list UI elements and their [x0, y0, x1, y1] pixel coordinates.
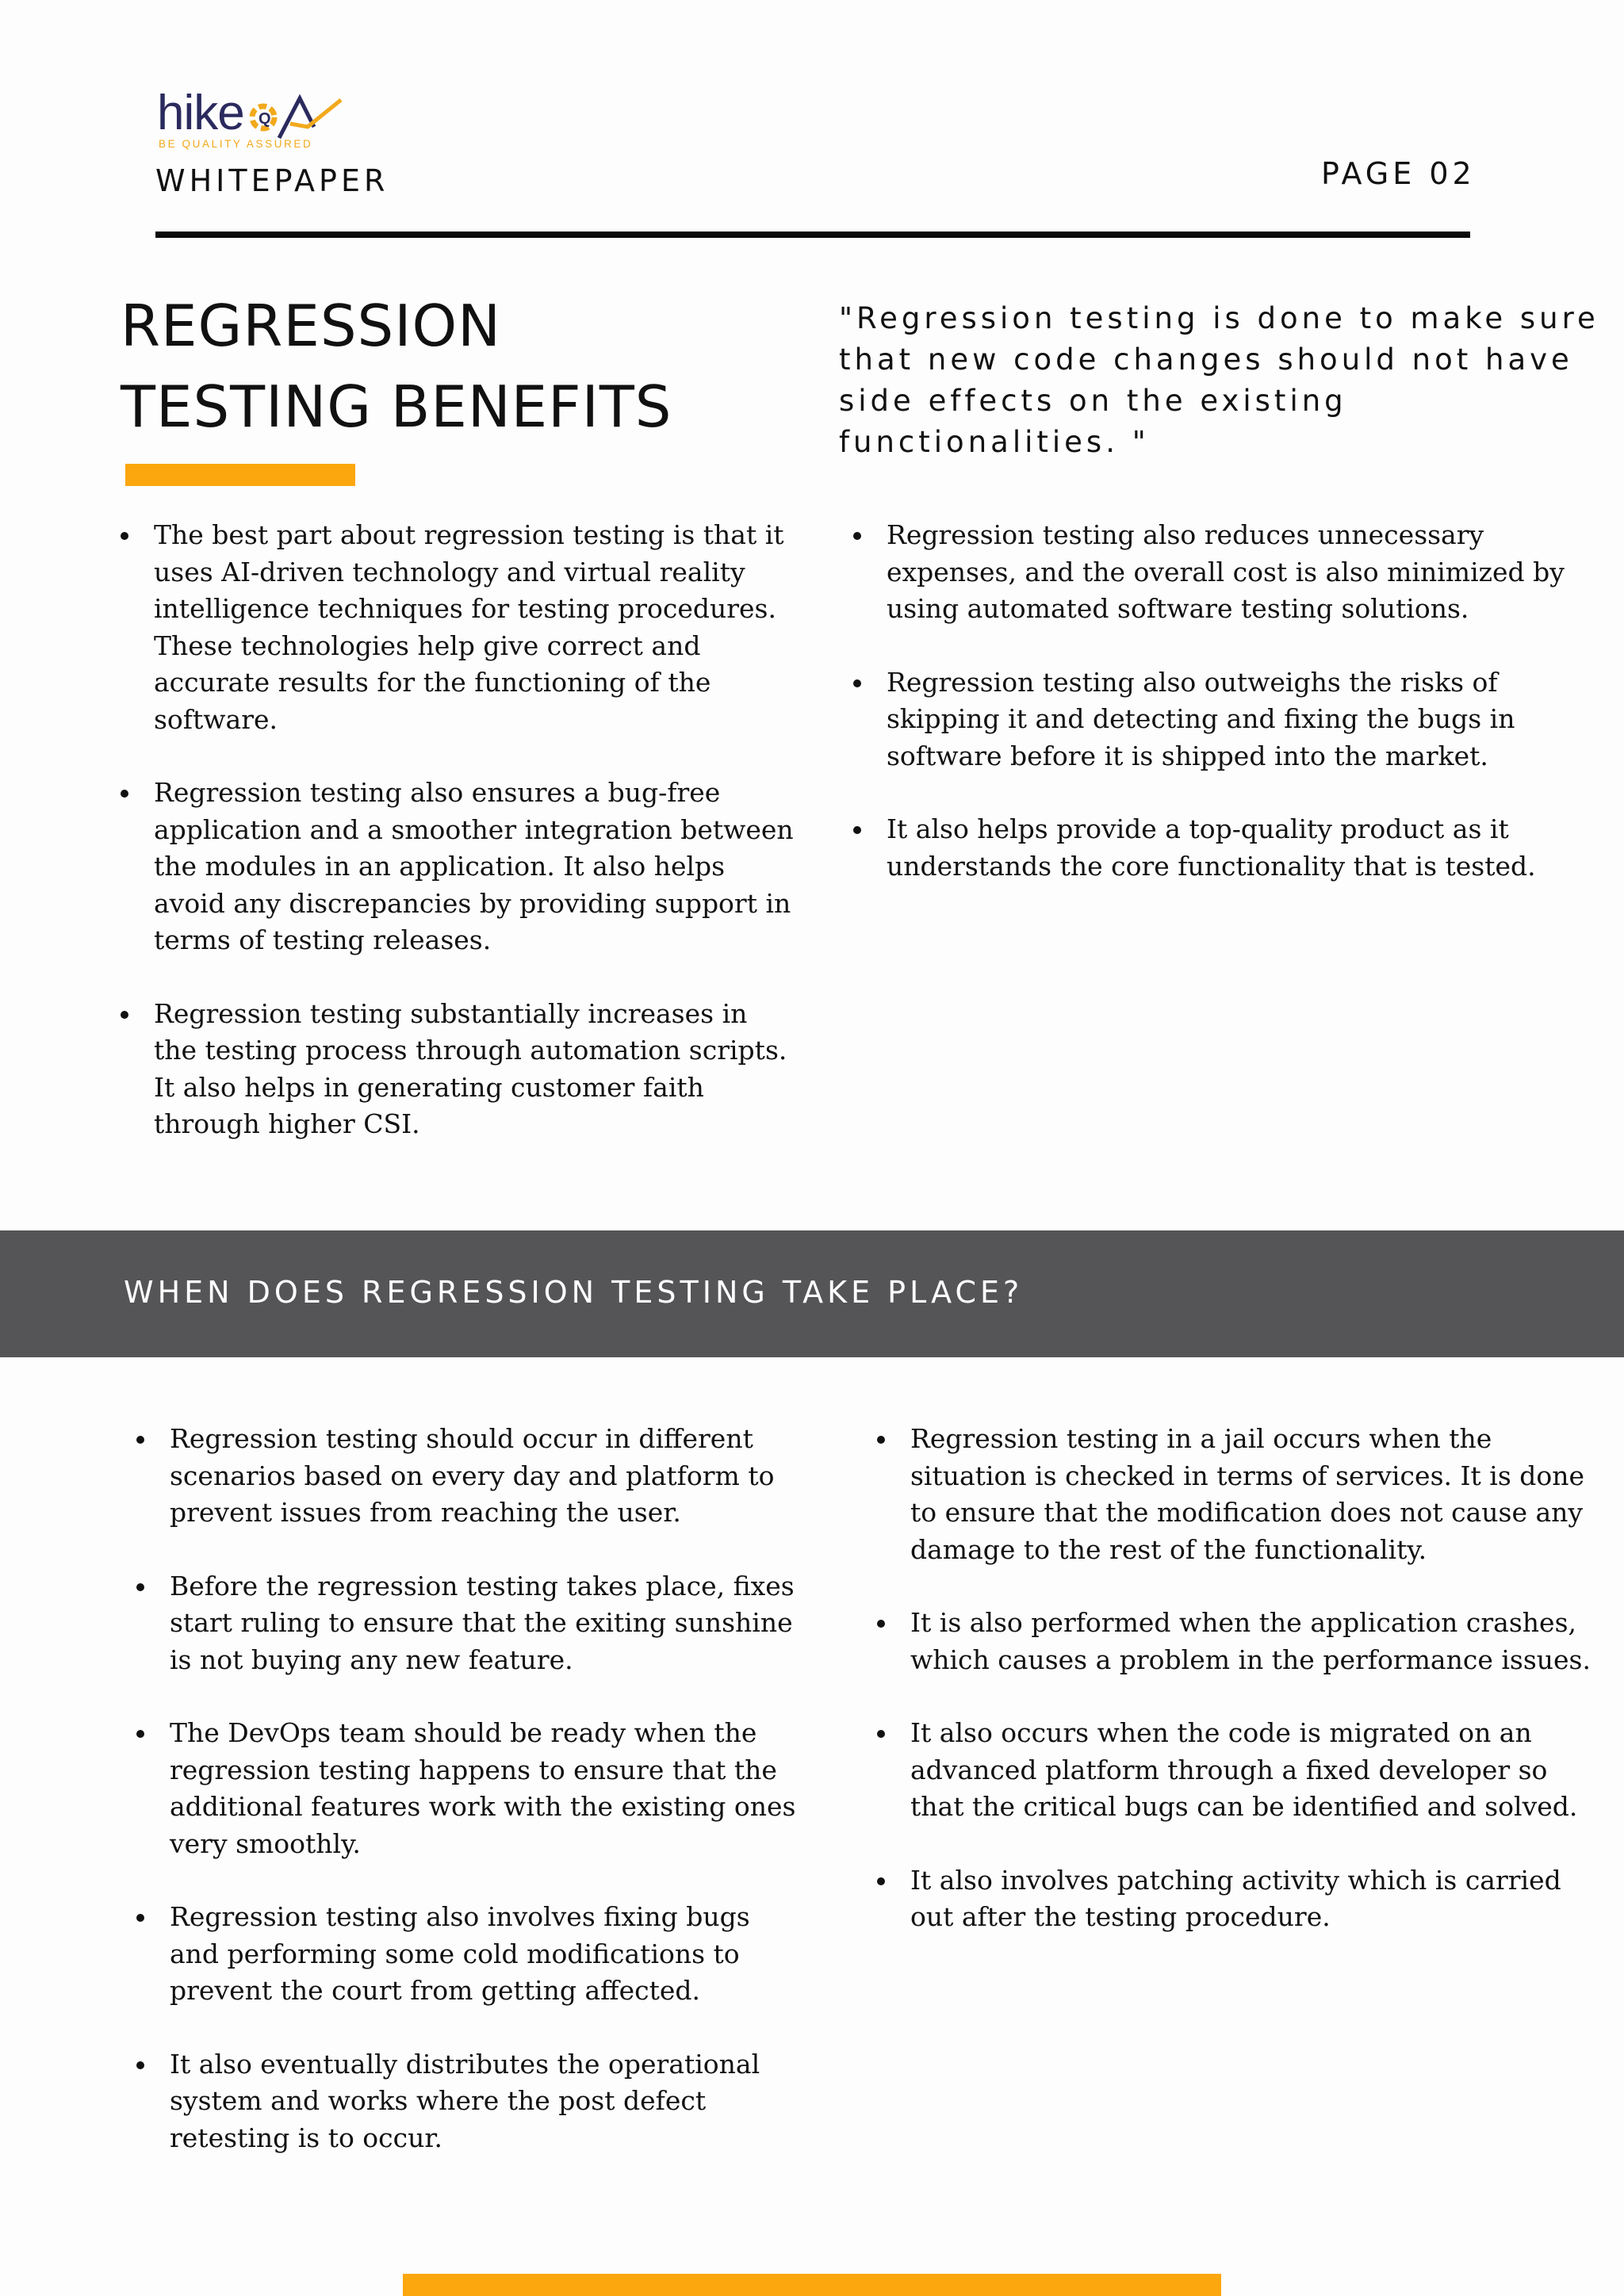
benefits-list-right — [853, 517, 1614, 921]
list-item: The DevOps team should be ready when the regression testing happens to ensure that the additional features work with the existing ones very smoothly. — [136, 1715, 802, 1862]
list-item: It also involves patching activity which is carried out after the testing procedure. — [877, 1862, 1607, 1936]
logo-wordmark: hike — [157, 86, 244, 140]
logo-tagline: BE QUALITY ASSURED — [159, 138, 313, 150]
list-item: Regression testing in a jail occurs when the situation is checked in terms of services. It is done to ensure that the modification does not cause any damage to the rest of the functionality. — [877, 1421, 1607, 1568]
page-number: PAGE 02 — [1321, 156, 1476, 191]
qa-check-icon — [247, 92, 344, 141]
svg-text:Q: Q — [259, 110, 271, 128]
header-divider — [155, 232, 1470, 238]
list-item: It is also performed when the application crashes, which causes a problem in the performance issues. — [877, 1605, 1607, 1678]
pull-quote: "Regression testing is done to make sure that new code changes should not have side effects on the existing functionalities. " — [839, 301, 1599, 459]
company-logo — [157, 86, 347, 151]
list-item: Regression testing also outweighs the risks of skipping it and detecting and fixing the bugs in software before it is shipped into the market. — [853, 664, 1614, 775]
section-heading: WHEN DOES REGRESSION TESTING TAKE PLACE? — [124, 1275, 1024, 1310]
section-header-band — [0, 1230, 1624, 1357]
list-item: The best part about regression testing is that it uses AI-driven technology and virtual reality intelligence techniques for testing procedures. These technologies help give correct and accurate results for the functioning of the software. — [121, 517, 795, 738]
list-item: Regression testing also ensures a bug-free application and a smoother integration between the modules in an application. It also helps avoid any discrepancies by providing support in terms of testing releases. — [121, 775, 795, 959]
title-line-1: REGRESSION — [121, 293, 502, 359]
title-line-2: TESTING BENEFITS — [121, 373, 672, 440]
list-item: It also occurs when the code is migrated on an advanced platform through a fixed developer so that the critical bugs can be identified and solved. — [877, 1715, 1607, 1826]
list-item: Regression testing also reduces unnecessary expenses, and the overall cost is also minimized by using automated software testing solutions. — [853, 517, 1614, 628]
list-item: Regression testing also involves fixing bugs and performing some cold modifications to prevent the court from getting affected. — [136, 1899, 802, 2010]
list-item: Regression testing should occur in different scenarios based on every day and platform to prevent issues from reaching the user. — [136, 1421, 802, 1532]
footer-accent-bar — [403, 2274, 1221, 2296]
when-list-left — [136, 1421, 802, 2193]
doc-type-label: WHITEPAPER — [155, 163, 389, 198]
list-item: Before the regression testing takes place, fixes start ruling to ensure that the exiting sunshine is not buying any new feature. — [136, 1568, 802, 1679]
list-item: It also helps provide a top-quality product as it understands the core functionality that is tested. — [853, 811, 1614, 885]
when-list-right — [877, 1421, 1607, 1973]
list-item: It also eventually distributes the operational system and works where the post defect retesting is to occur. — [136, 2046, 802, 2157]
page-title — [121, 285, 672, 447]
list-item: Regression testing substantially increases in the testing process through automation scripts. It also helps in generating customer faith through higher CSI. — [121, 996, 795, 1143]
benefits-list-left — [121, 517, 795, 1180]
title-accent-bar — [125, 464, 355, 486]
